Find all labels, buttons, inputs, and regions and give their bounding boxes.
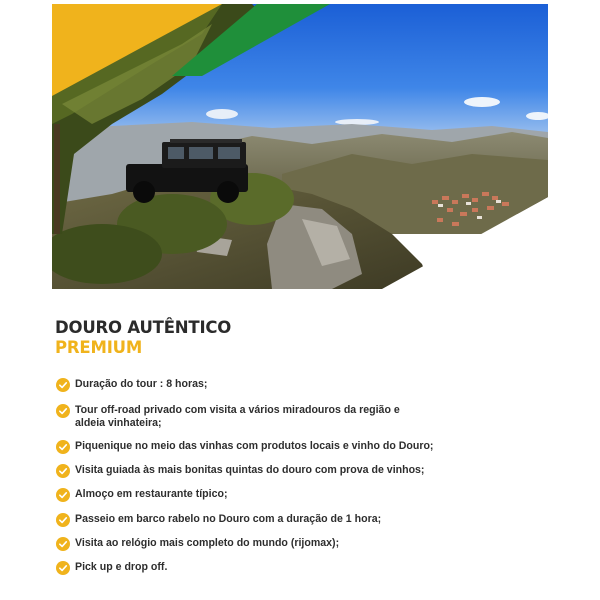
feature-text: Duração do tour : 8 horas; xyxy=(75,378,208,390)
feature-text: Almoço em restaurante típico; xyxy=(75,488,228,500)
tour-title: DOURO AUTÊNTICO xyxy=(55,318,232,337)
title-block xyxy=(55,318,231,358)
check-circle-icon xyxy=(56,537,70,551)
check-circle-icon xyxy=(56,404,70,418)
feature-text: Pick up e drop off. xyxy=(75,561,168,573)
feature-text: Piquenique no meio das vinhas com produtos locais e vinho do Douro; xyxy=(75,440,434,452)
check-circle-icon xyxy=(56,464,70,478)
check-circle-icon xyxy=(56,378,70,392)
check-circle-icon xyxy=(56,440,70,454)
check-circle-icon xyxy=(56,488,70,502)
tour-subtitle: PREMIUM xyxy=(55,338,143,357)
check-circle-icon xyxy=(56,561,70,575)
feature-text: Visita ao relógio mais completo do mundo (rijomax); xyxy=(75,537,340,549)
feature-text: Tour off-road privado com visita a vários miradouros da região e aldeia vinhateira; xyxy=(75,404,400,429)
feature-text: Visita guiada às mais bonitas quintas do douro com prova de vinhos; xyxy=(75,464,425,476)
hero-image xyxy=(52,4,548,289)
feature-text: Passeio em barco rabelo no Douro com a duração de 1 hora; xyxy=(75,513,382,525)
check-circle-icon xyxy=(56,513,70,527)
